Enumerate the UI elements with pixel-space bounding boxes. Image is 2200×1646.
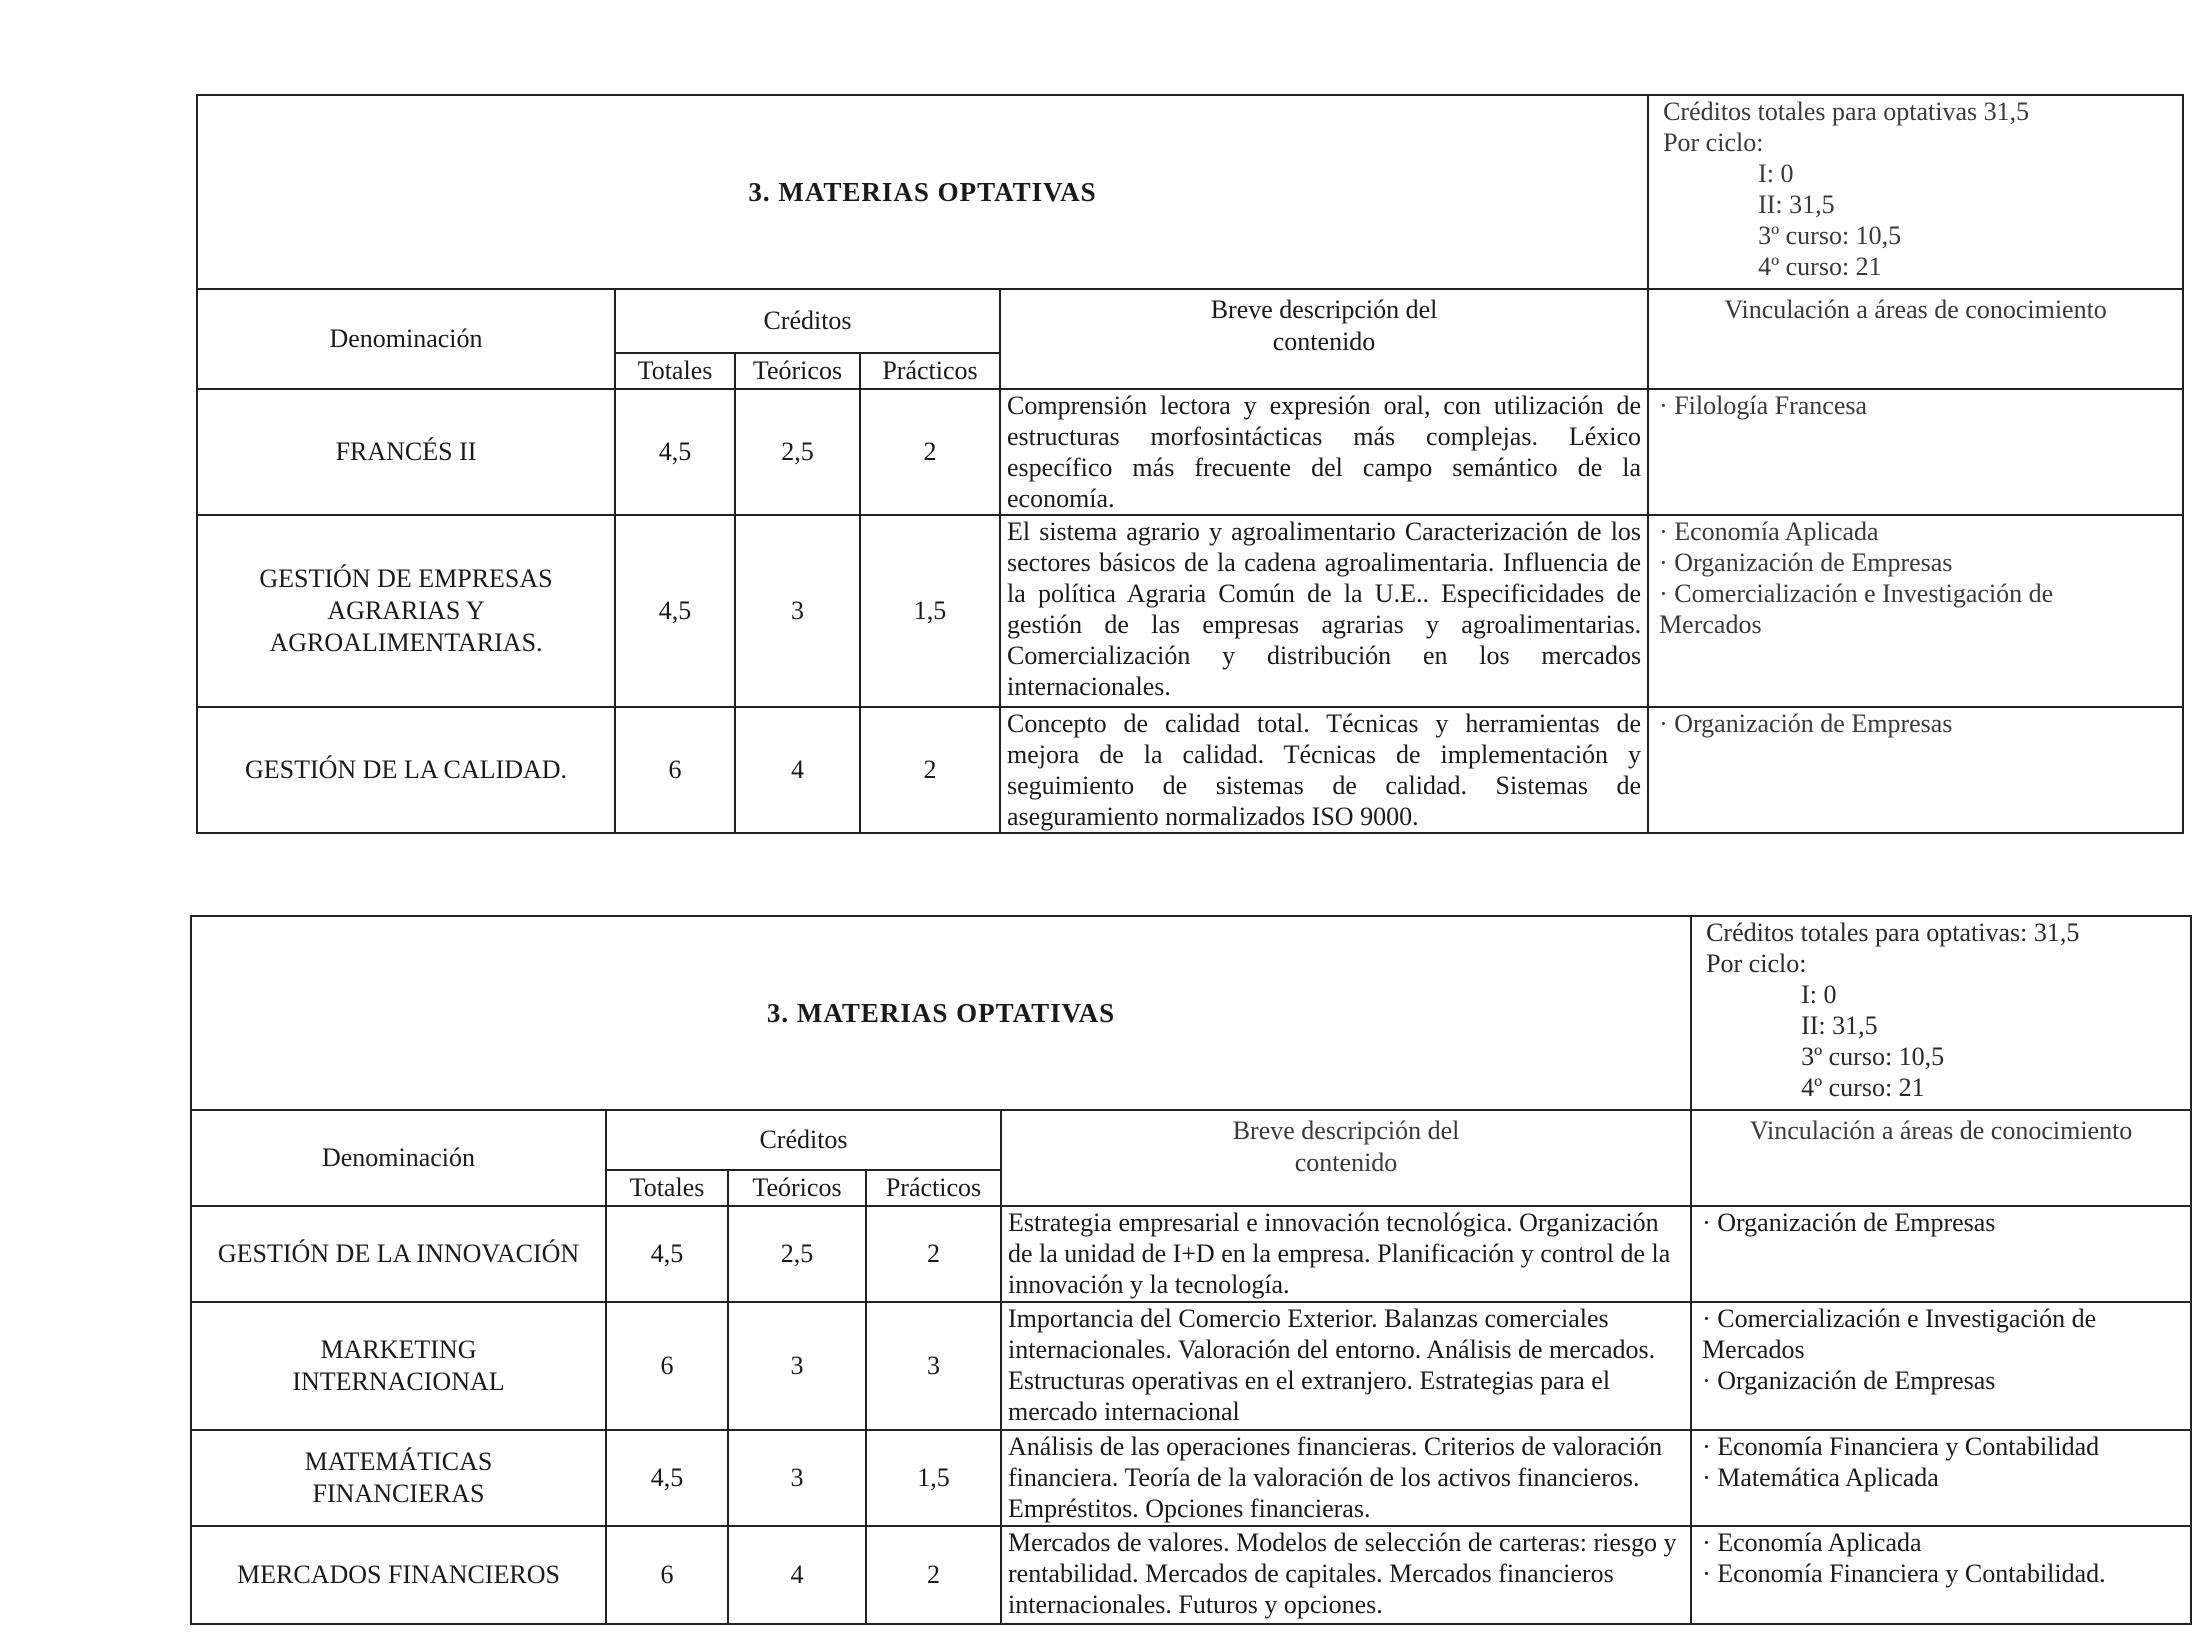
- subject-name: GESTIÓN DE LA CALIDAD.: [197, 707, 615, 833]
- header-practicos: Prácticos: [866, 1170, 1001, 1206]
- credits-practicos: 2: [860, 389, 1000, 515]
- credits-cycle-label: Por ciclo:: [1706, 949, 1807, 978]
- subject-name: FRANCÉS II: [197, 389, 615, 515]
- subject-name: MERCADOS FINANCIEROS: [191, 1526, 606, 1624]
- credits-teoricos: 3: [728, 1302, 866, 1430]
- credits-practicos: 2: [866, 1206, 1001, 1302]
- credits-cycle-2: II: 31,5: [1801, 1011, 1878, 1040]
- knowledge-areas: [1648, 515, 2183, 707]
- header-teoricos: Teóricos: [728, 1170, 866, 1206]
- header-totales: Totales: [615, 353, 735, 389]
- subject-description: Comprensión lectora y expresión oral, con utilización de estructuras morfosintácticas más complejas. Léxico específico más frecuente del campo semántico de la economía.: [1000, 389, 1648, 515]
- area-item: Mercados: [1702, 1335, 1805, 1364]
- knowledge-areas: [1648, 389, 2183, 515]
- credits-summary: [1691, 916, 2191, 1110]
- table-row: [197, 389, 2183, 515]
- credits-total: Créditos totales para optativas 31,5: [1663, 97, 2030, 126]
- header-descripcion: Breve descripción del contenido: [1001, 1110, 1691, 1206]
- area-item: · Matemática Aplicada: [1702, 1463, 1939, 1492]
- credits-course-4: 4º curso: 21: [1801, 1073, 1925, 1102]
- area-item: · Organización de Empresas: [1702, 1208, 1996, 1237]
- table-row: [191, 1526, 2191, 1624]
- area-item: · Economía Aplicada: [1659, 517, 1879, 546]
- header-teoricos: Teóricos: [735, 353, 860, 389]
- credits-practicos: 3: [866, 1302, 1001, 1430]
- credits-cycle-2: II: 31,5: [1758, 190, 1835, 219]
- credits-totales: 4,5: [615, 515, 735, 707]
- credits-totales: 6: [606, 1302, 728, 1430]
- table-row: [197, 515, 2183, 707]
- optativas-table-1: [196, 94, 2184, 834]
- credits-teoricos: 2,5: [735, 389, 860, 515]
- area-item: · Economía Aplicada: [1702, 1528, 1922, 1557]
- header-totales: Totales: [606, 1170, 728, 1206]
- area-item: · Comercialización e Investigación de: [1702, 1304, 2097, 1333]
- header-denominacion: Denominación: [197, 289, 615, 389]
- area-item: · Economía Financiera y Contabilidad: [1702, 1432, 2100, 1461]
- subject-description: Estrategia empresarial e innovación tecnológica. Organización de la unidad de I+D en la empresa. Planificación y control de la innovación y la tecnología.: [1001, 1206, 1691, 1302]
- table-row: [191, 1206, 2191, 1302]
- credits-summary: [1648, 95, 2183, 289]
- credits-practicos: 1,5: [866, 1430, 1001, 1526]
- area-item: · Filología Francesa: [1659, 391, 1868, 420]
- header-vinculacion: Vinculación a áreas de conocimiento: [1648, 289, 2183, 389]
- credits-practicos: 2: [860, 707, 1000, 833]
- header-vinculacion: Vinculación a áreas de conocimiento: [1691, 1110, 2191, 1206]
- area-item: · Organización de Empresas: [1659, 709, 1953, 738]
- header-denominacion: Denominación: [191, 1110, 606, 1206]
- table-title: 3. MATERIAS OPTATIVAS: [191, 916, 1691, 1110]
- credits-teoricos: 4: [728, 1526, 866, 1624]
- subject-name: MATEMÁTICAS FINANCIERAS: [191, 1430, 606, 1526]
- credits-practicos: 1,5: [860, 515, 1000, 707]
- credits-totales: 6: [615, 707, 735, 833]
- credits-total: Créditos totales para optativas: 31,5: [1706, 918, 2080, 947]
- subject-name: GESTIÓN DE EMPRESAS AGRARIAS Y AGROALIMENTARIAS.: [197, 515, 615, 707]
- knowledge-areas: [1691, 1302, 2191, 1430]
- subject-description: Análisis de las operaciones financieras. Criterios de valoración financiera. Teoría de la valoración de los activos financieros. Empréstitos. Opciones financieras.: [1001, 1430, 1691, 1526]
- credits-cycle-1: I: 0: [1801, 980, 1837, 1009]
- subject-description: Importancia del Comercio Exterior. Balanzas comerciales internacionales. Valoración del entorno. Análisis de mercados. Estructuras operativas en el extranjero. Estrategias para el mercado internacional: [1001, 1302, 1691, 1430]
- credits-course-3: 3º curso: 10,5: [1801, 1042, 1945, 1071]
- subject-name: GESTIÓN DE LA INNOVACIÓN: [191, 1206, 606, 1302]
- header-practicos: Prácticos: [860, 353, 1000, 389]
- table-row: [191, 1302, 2191, 1430]
- table-title: 3. MATERIAS OPTATIVAS: [197, 95, 1648, 289]
- area-item: Mercados: [1659, 610, 1762, 639]
- subject-description: Concepto de calidad total. Técnicas y herramientas de mejora de la calidad. Técnicas de implementación y seguimiento de sistemas de calidad. Sistemas de aseguramiento normalizados ISO 9000.: [1000, 707, 1648, 833]
- table-row: [191, 1430, 2191, 1526]
- credits-course-4: 4º curso: 21: [1758, 252, 1882, 281]
- credits-cycle-label: Por ciclo:: [1663, 128, 1764, 157]
- knowledge-areas: [1691, 1206, 2191, 1302]
- area-item: · Organización de Empresas: [1659, 548, 1953, 577]
- credits-totales: 6: [606, 1526, 728, 1624]
- knowledge-areas: [1691, 1430, 2191, 1526]
- knowledge-areas: [1691, 1526, 2191, 1624]
- header-creditos: Créditos: [615, 289, 1000, 353]
- credits-teoricos: 2,5: [728, 1206, 866, 1302]
- header-descripcion: Breve descripción del contenido: [1000, 289, 1648, 389]
- credits-cycle-1: I: 0: [1758, 159, 1794, 188]
- subject-description: El sistema agrario y agroalimentario Caracterización de los sectores básicos de la cadena agroalimentaria. Influencia de la política Agraria Común de la U.E.. Especificidades de gestión de las empresas agrarias y agroalimentarias. Comercialización y distribución en los mercados internacionales.: [1000, 515, 1648, 707]
- subject-name: MARKETING INTERNACIONAL: [191, 1302, 606, 1430]
- area-item: · Economía Financiera y Contabilidad.: [1702, 1559, 2106, 1588]
- subject-description: Mercados de valores. Modelos de selección de carteras: riesgo y rentabilidad. Mercados de capitales. Mercados financieros internacionales. Futuros y opciones.: [1001, 1526, 1691, 1624]
- credits-teoricos: 3: [735, 515, 860, 707]
- credits-teoricos: 3: [728, 1430, 866, 1526]
- optativas-table-2: [190, 915, 2192, 1625]
- credits-teoricos: 4: [735, 707, 860, 833]
- credits-practicos: 2: [866, 1526, 1001, 1624]
- area-item: · Comercialización e Investigación de: [1659, 579, 2054, 608]
- table-row: [197, 707, 2183, 833]
- area-item: · Organización de Empresas: [1702, 1366, 1996, 1395]
- credits-course-3: 3º curso: 10,5: [1758, 221, 1902, 250]
- credits-totales: 4,5: [606, 1206, 728, 1302]
- credits-totales: 4,5: [606, 1430, 728, 1526]
- header-creditos: Créditos: [606, 1110, 1001, 1170]
- credits-totales: 4,5: [615, 389, 735, 515]
- knowledge-areas: [1648, 707, 2183, 833]
